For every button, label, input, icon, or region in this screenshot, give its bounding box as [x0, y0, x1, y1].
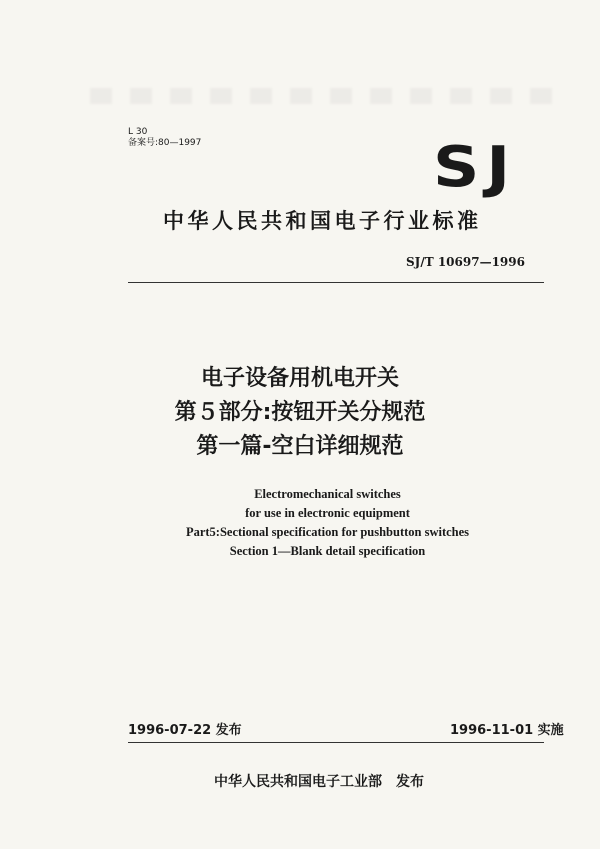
- record-number: 备案号:80—1997: [128, 138, 202, 148]
- effective-date: 1996-11-01 实施: [450, 723, 564, 738]
- issuer: 中华人民共和国电子工业部 发布: [214, 774, 424, 790]
- title-cn-line-3: 第一篇-空白详细规范: [196, 434, 404, 459]
- standard-title: 中华人民共和国电子行业标准: [163, 209, 482, 233]
- footer-rule: [128, 742, 544, 743]
- classification-code: L 30: [128, 127, 148, 137]
- publish-date: 1996-07-22 发布: [128, 723, 242, 738]
- title-en-line-1: Electromechanical switches: [254, 487, 401, 501]
- sj-logo: SJ: [433, 135, 518, 200]
- standard-code: SJ/T 10697—1996: [406, 255, 525, 269]
- title-en-line-4: Section 1—Blank detail specification: [229, 544, 426, 558]
- scan-noise: [90, 88, 560, 104]
- title-en-line-2: for use in electronic equipment: [245, 506, 410, 520]
- title-en-line-3: Part5:Sectional specification for pushbutton switches: [185, 525, 470, 539]
- title-cn-line-2: 第５部分:按钮开关分规范: [174, 400, 426, 425]
- title-cn-line-1: 电子设备用机电开关: [200, 366, 399, 391]
- header-rule: [128, 282, 544, 283]
